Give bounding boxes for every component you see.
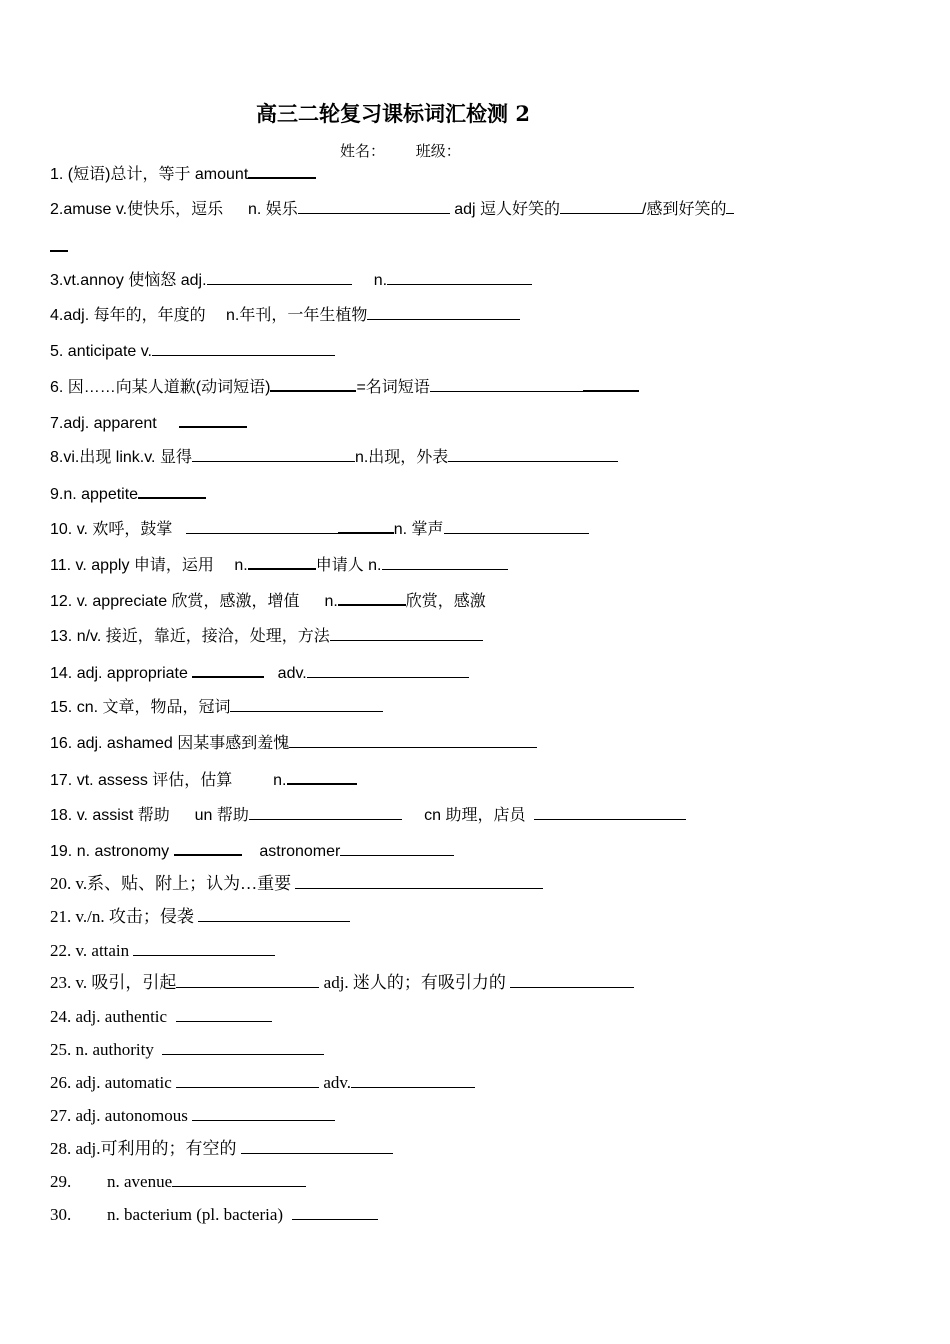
- question-text: adv.: [323, 1073, 352, 1092]
- question-text: astronomer: [259, 843, 341, 860]
- answer-blank[interactable]: [198, 907, 350, 922]
- question-text: 22. v. attain: [50, 941, 130, 960]
- student-info: [340, 140, 487, 161]
- question-3: [50, 270, 532, 291]
- question-text: 6. 因……向某人道歉(动词短语): [50, 379, 271, 396]
- answer-blank[interactable]: [330, 626, 483, 641]
- answer-blank[interactable]: [207, 270, 352, 285]
- question-5: [50, 341, 335, 362]
- answer-blank[interactable]: [248, 163, 316, 179]
- answer-blank[interactable]: [430, 377, 583, 392]
- question-21: [50, 907, 350, 927]
- answer-blank[interactable]: [340, 841, 454, 856]
- answer-blank[interactable]: [176, 1007, 272, 1022]
- answer-blank[interactable]: [241, 1139, 393, 1154]
- question-text: 欣赏，感激: [405, 593, 486, 610]
- question-10: [50, 518, 589, 540]
- question-text: 18. v. assist 帮助 un 帮助: [50, 807, 249, 824]
- question-text: n. bacterium (pl. bacteria): [107, 1205, 284, 1224]
- question-17: [50, 769, 357, 791]
- question-1: [50, 163, 316, 185]
- question-15: [50, 697, 383, 718]
- question-text: =名词短语: [356, 379, 430, 396]
- question-text: 17. vt. assess 评估，估算 n.: [50, 772, 287, 789]
- question-13: [50, 626, 483, 647]
- answer-blank[interactable]: [338, 590, 406, 606]
- answer-blank[interactable]: [176, 973, 319, 988]
- question-number: 29.: [50, 1172, 72, 1191]
- answer-blank[interactable]: [560, 199, 642, 214]
- question-text: adj. 迷人的；有吸引力的: [323, 973, 506, 992]
- question-14: [50, 662, 469, 684]
- answer-blank[interactable]: [162, 1040, 324, 1055]
- question-text: 10. v. 欢呼，鼓掌: [50, 521, 173, 538]
- question-16: [50, 733, 537, 754]
- answer-blank[interactable]: [382, 555, 508, 570]
- question-11: [50, 554, 508, 576]
- answer-blank[interactable]: [176, 1073, 319, 1088]
- question-7: [50, 412, 247, 434]
- question-text: 26. adj. automatic: [50, 1073, 172, 1092]
- question-25: [50, 1040, 324, 1060]
- question-text: 23. v. 吸引，引起: [50, 973, 177, 992]
- answer-blank[interactable]: [192, 1106, 335, 1121]
- question-27: [50, 1106, 335, 1126]
- answer-blank[interactable]: [448, 447, 618, 462]
- question-20: [50, 874, 543, 894]
- question-text: 申请人 n.: [315, 557, 382, 574]
- question-text: 21. v./n. 攻击；侵袭: [50, 907, 194, 926]
- answer-blank[interactable]: [50, 236, 68, 252]
- answer-blank[interactable]: [179, 412, 247, 428]
- question-text: 16. adj. ashamed 因某事感到羞愧: [50, 735, 290, 752]
- question-text: 25. n. authority: [50, 1040, 154, 1059]
- question-text: 8.vi.出现 link.v. 显得: [50, 449, 192, 466]
- answer-blank[interactable]: [583, 376, 639, 392]
- answer-blank[interactable]: [152, 341, 335, 356]
- question-text: 4.adj. 每年的，年度的 n.年刊，一年生植物: [50, 307, 368, 324]
- answer-blank[interactable]: [174, 840, 242, 856]
- answer-blank[interactable]: [192, 447, 355, 462]
- answer-blank[interactable]: [289, 733, 537, 748]
- answer-blank[interactable]: [307, 663, 469, 678]
- answer-blank[interactable]: [172, 1172, 306, 1187]
- question-23: [50, 973, 634, 993]
- question-text: 14. adj. appropriate: [50, 665, 188, 682]
- question-text: 13. n/v. 接近，靠近，接洽，处理，方法: [50, 628, 330, 645]
- question-text: 20. v.系、贴、附上；认为…重要: [50, 874, 292, 893]
- question-9: [50, 483, 206, 505]
- answer-blank[interactable]: [192, 662, 264, 678]
- question-26: [50, 1073, 475, 1093]
- question-text: n.: [373, 272, 388, 289]
- question-12: [50, 590, 486, 612]
- question-24: [50, 1007, 272, 1027]
- answer-blank[interactable]: [138, 483, 206, 499]
- answer-blank[interactable]: [534, 805, 686, 820]
- question-text: 1. (短语)总计，等于 amount: [50, 166, 249, 183]
- question-text: 3.vt.annoy 使恼怒 adj.: [50, 272, 207, 289]
- question-text: n. 掌声: [393, 521, 444, 538]
- question-19: [50, 840, 454, 862]
- page-title: 高三二轮复习课标词汇检测 2: [256, 101, 530, 126]
- question-6: [50, 376, 639, 398]
- question-2: [50, 199, 734, 220]
- question-text: 11. v. apply 申请，运用 n.: [50, 557, 248, 574]
- question-text: 2.amuse v.使快乐，逗乐 n. 娱乐: [50, 201, 298, 218]
- answer-blank[interactable]: [186, 519, 338, 534]
- name-label: 姓名：: [340, 142, 386, 160]
- question-4: [50, 305, 520, 326]
- question-text: 19. n. astronomy: [50, 843, 170, 860]
- question-28: [50, 1139, 393, 1159]
- answer-blank[interactable]: [351, 1073, 475, 1088]
- answer-blank[interactable]: [298, 199, 450, 214]
- question-2-continued: [50, 236, 68, 258]
- question-text: 9.n. appetite: [50, 486, 139, 503]
- question-text: 12. v. appreciate 欣赏，感激，增值 n.: [50, 593, 338, 610]
- question-8: [50, 447, 618, 468]
- question-22: [50, 941, 275, 961]
- question-text: /感到好笑的: [642, 201, 727, 218]
- question-text: n.出现，外表: [354, 449, 449, 466]
- question-text: cn 助理，店员: [424, 807, 526, 824]
- question-number: 30.: [50, 1205, 72, 1224]
- question-30: [50, 1205, 378, 1225]
- question-18: [50, 805, 686, 826]
- answer-blank[interactable]: [338, 518, 394, 534]
- question-text: 15. cn. 文章，物品，冠词: [50, 699, 231, 716]
- answer-blank[interactable]: [249, 805, 402, 820]
- answer-blank[interactable]: [444, 519, 589, 534]
- answer-blank[interactable]: [510, 973, 634, 988]
- question-text: 24. adj. authentic: [50, 1007, 168, 1026]
- answer-blank[interactable]: [387, 270, 532, 285]
- class-label: 班级：: [415, 142, 461, 160]
- answer-blank[interactable]: [726, 199, 734, 214]
- question-text: 28. adj.可利用的；有空的: [50, 1139, 237, 1158]
- question-text: adj 逗人好笑的: [454, 201, 561, 218]
- question-text: 5. anticipate v.: [50, 343, 152, 360]
- answer-blank[interactable]: [248, 554, 316, 570]
- answer-blank[interactable]: [367, 305, 520, 320]
- answer-blank[interactable]: [270, 376, 356, 392]
- answer-blank[interactable]: [133, 941, 275, 956]
- question-text: 27. adj. autonomous: [50, 1106, 188, 1125]
- answer-blank[interactable]: [292, 1205, 378, 1220]
- question-text: adv.: [277, 665, 307, 682]
- answer-blank[interactable]: [287, 769, 357, 785]
- answer-blank[interactable]: [230, 697, 383, 712]
- question-29: [50, 1172, 306, 1192]
- question-text: n. avenue: [107, 1172, 173, 1191]
- question-text: 7.adj. apparent: [50, 415, 157, 432]
- answer-blank[interactable]: [295, 874, 543, 889]
